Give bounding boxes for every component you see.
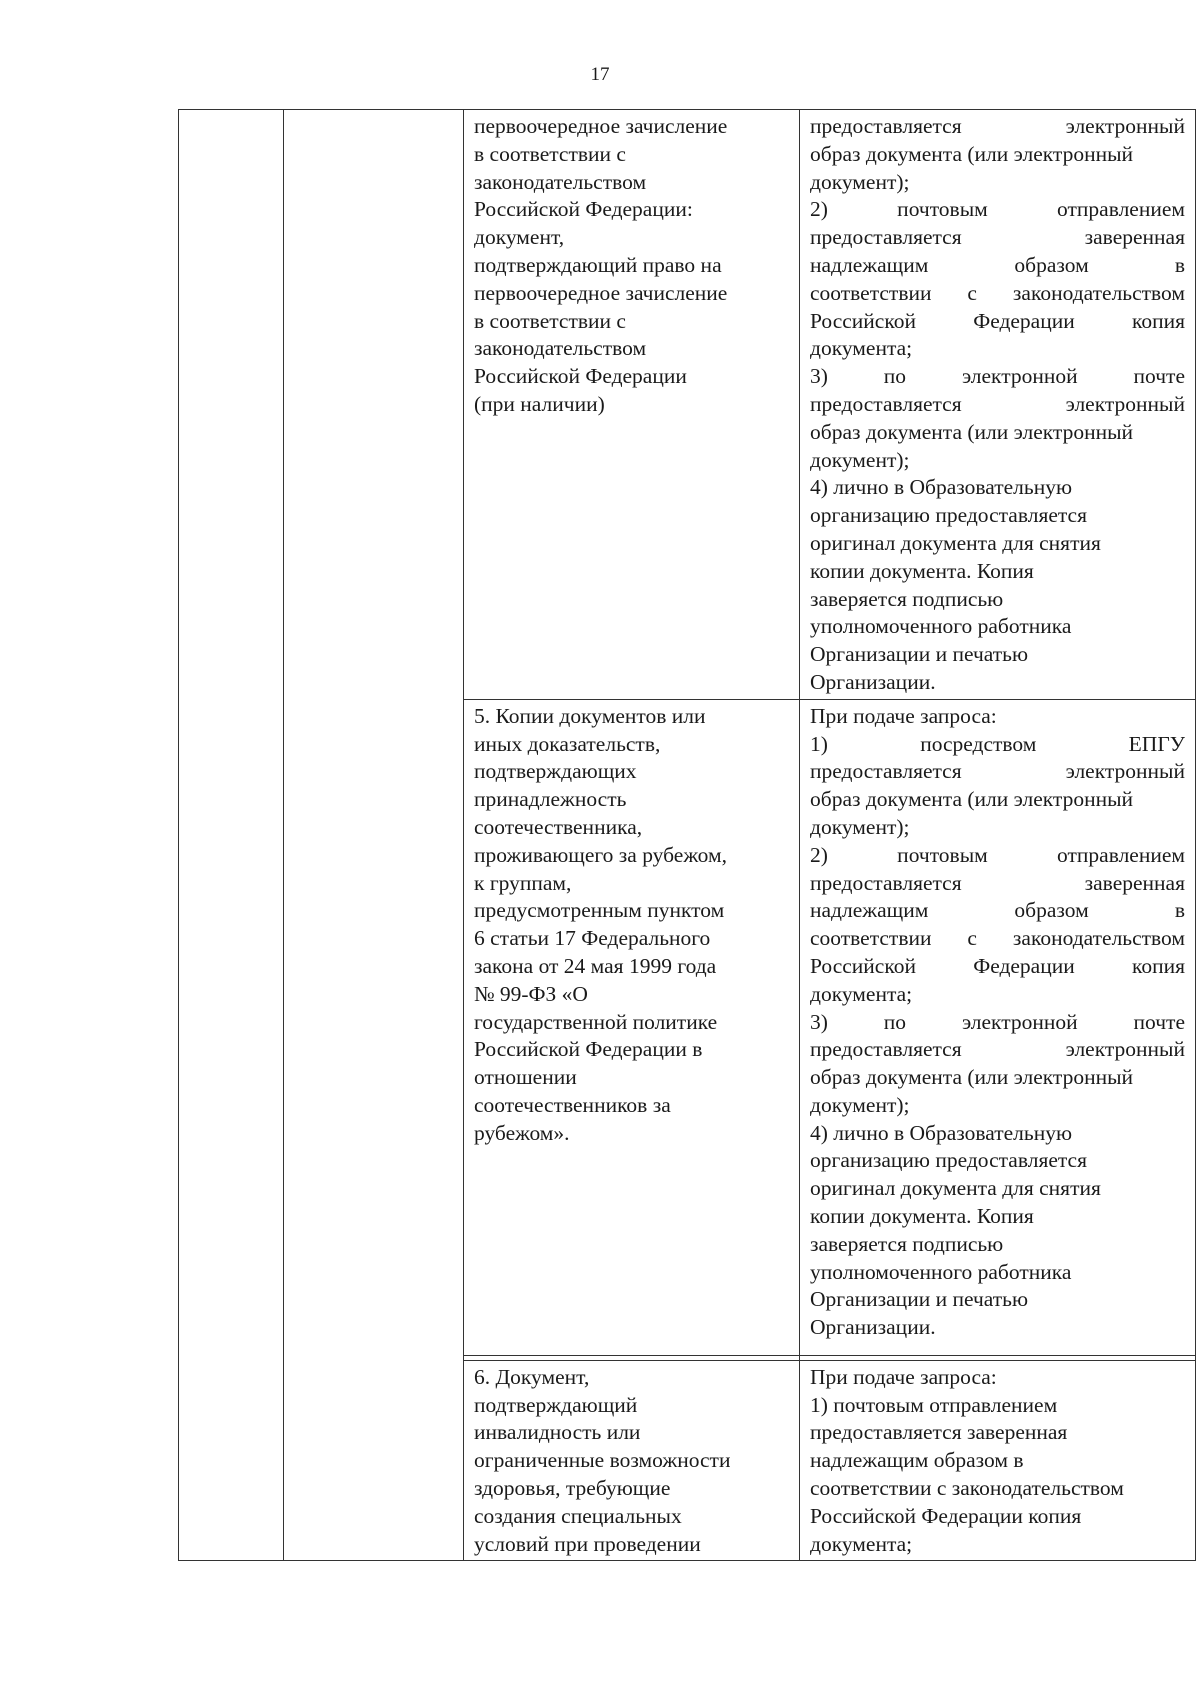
cell-text-line: предусмотренным пунктом bbox=[474, 898, 725, 923]
cell-text-line: Организации. bbox=[810, 1315, 936, 1340]
cell-text-line: документ); bbox=[810, 1092, 910, 1117]
cell-text-line: надлежащим образом в bbox=[810, 1448, 1024, 1473]
cell-text-line: 1) посредством ЕПГУ bbox=[810, 731, 1185, 756]
cell-text-line: ограниченные возможности bbox=[474, 1448, 731, 1473]
cell-text-line: соответствии с законодательством bbox=[810, 926, 1185, 951]
cell-text-line: копии документа. Копия bbox=[810, 1204, 1034, 1229]
cell-text-line: документа; bbox=[810, 981, 913, 1006]
cell-text-line: При подаче запроса: bbox=[810, 1364, 997, 1389]
cell-text-line: законодательством bbox=[474, 169, 647, 194]
cell-text-line: 3) по электронной почте bbox=[810, 364, 1185, 389]
cell-text-line: 2) почтовым отправлением bbox=[810, 197, 1185, 222]
number-column-cell bbox=[179, 110, 284, 1561]
cell-text-line: к группам, bbox=[474, 870, 572, 895]
service-column-cell bbox=[284, 110, 464, 1561]
cell-text-line: Организации и печатью bbox=[810, 642, 1029, 667]
submission-method-cell bbox=[800, 1360, 1196, 1561]
cell-text-line: подтверждающих bbox=[474, 759, 637, 784]
cell-text-line: образ документа (или электронный bbox=[810, 1065, 1134, 1090]
cell-text-line: предоставляется электронный bbox=[810, 391, 1185, 416]
cell-text-line: надлежащим образом в bbox=[810, 252, 1185, 277]
cell-text-line: Российской Федерации копия bbox=[810, 308, 1185, 333]
cell-text-line: Российской Федерации: bbox=[474, 197, 693, 222]
cell-text-line: здоровья, требующие bbox=[474, 1475, 671, 1500]
documents-table bbox=[178, 109, 1196, 1561]
cell-text-line: копии документа. Копия bbox=[810, 558, 1034, 583]
page-number: 17 bbox=[590, 64, 610, 85]
cell-text-line: документ); bbox=[810, 814, 910, 839]
cell-text-line: Российской Федерации в bbox=[474, 1037, 703, 1062]
cell-text-line: документ); bbox=[810, 447, 910, 472]
cell-text-line: уполномоченного работника bbox=[810, 1259, 1072, 1284]
cell-text-line: 3) по электронной почте bbox=[810, 1009, 1185, 1034]
cell-text-line: 2) почтовым отправлением bbox=[810, 842, 1185, 867]
cell-text-line: образ документа (или электронный bbox=[810, 141, 1134, 166]
cell-text-line: иных доказательств, bbox=[474, 731, 661, 756]
cell-text-line: отношении bbox=[474, 1065, 577, 1090]
cell-text-line: первоочередное зачисление bbox=[474, 280, 728, 305]
cell-text-line: документ, bbox=[474, 225, 565, 250]
submission-method-cell bbox=[800, 699, 1196, 1355]
document-cell bbox=[464, 699, 800, 1355]
submission-method-cell bbox=[800, 110, 1196, 700]
cell-text-line: образ документа (или электронный bbox=[810, 787, 1134, 812]
cell-text-line: № 99-ФЗ «О bbox=[474, 981, 588, 1006]
cell-text-line: организацию предоставляется bbox=[810, 503, 1087, 528]
cell-text-line: в соответствии с bbox=[474, 308, 626, 333]
cell-text-line: Российской Федерации bbox=[474, 364, 687, 389]
table-row bbox=[179, 110, 1196, 700]
cell-text-line: подтверждающий bbox=[474, 1392, 638, 1417]
cell-text-line: 4) лично в Образовательную bbox=[810, 1120, 1073, 1145]
cell-text-line: принадлежность bbox=[474, 787, 627, 812]
cell-text-line: государственной политике bbox=[474, 1009, 718, 1034]
cell-text-line: первоочередное зачисление bbox=[474, 114, 728, 138]
cell-text-line: заверяется подписью bbox=[810, 586, 1004, 611]
cell-text-line: Российской Федерации копия bbox=[810, 1503, 1082, 1528]
cell-text-line: создания специальных bbox=[474, 1503, 682, 1528]
cell-text-line: предоставляется электронный bbox=[810, 114, 1185, 138]
cell-text-line: 5. Копии документов или bbox=[474, 703, 706, 728]
cell-text-line: проживающего за рубежом, bbox=[474, 842, 727, 867]
cell-text-line: соотечественника, bbox=[474, 814, 643, 839]
cell-text-line: (при наличии) bbox=[474, 391, 605, 416]
cell-text-line: оригинал документа для снятия bbox=[810, 1176, 1101, 1201]
cell-text-line: предоставляется заверенная bbox=[810, 870, 1185, 895]
cell-text-line: уполномоченного работника bbox=[810, 614, 1072, 639]
cell-text-line: предоставляется электронный bbox=[810, 1037, 1185, 1062]
cell-text-line: оригинал документа для снятия bbox=[810, 530, 1101, 555]
cell-text-line: рубежом». bbox=[474, 1120, 570, 1145]
cell-text-line: соответствии с законодательством bbox=[810, 1475, 1124, 1500]
cell-text-line: 6 статьи 17 Федерального bbox=[474, 926, 711, 951]
cell-text-line: в соответствии с bbox=[474, 141, 626, 166]
cell-text-line: 6. Документ, bbox=[474, 1364, 590, 1389]
cell-text-line: При подаче запроса: bbox=[810, 703, 997, 728]
cell-text-line: предоставляется заверенная bbox=[810, 225, 1185, 250]
cell-text-line: образ документа (или электронный bbox=[810, 419, 1134, 444]
cell-text-line: закона от 24 мая 1999 года bbox=[474, 953, 717, 978]
cell-text-line: документа; bbox=[810, 1531, 913, 1556]
cell-text-line: заверяется подписью bbox=[810, 1231, 1004, 1256]
cell-text-line: организацию предоставляется bbox=[810, 1148, 1087, 1173]
cell-text-line: документа; bbox=[810, 336, 913, 361]
cell-text-line: законодательством bbox=[474, 336, 647, 361]
cell-text-line: условий при проведении bbox=[474, 1531, 701, 1556]
cell-text-line: Организации и печатью bbox=[810, 1287, 1029, 1312]
cell-text-line: инвалидность или bbox=[474, 1420, 641, 1445]
cell-text-line: предоставляется электронный bbox=[810, 759, 1185, 784]
cell-text-line: предоставляется заверенная bbox=[810, 1420, 1068, 1445]
cell-text-line: соответствии с законодательством bbox=[810, 280, 1185, 305]
cell-text-line: Организации. bbox=[810, 669, 936, 694]
cell-text-line: надлежащим образом в bbox=[810, 898, 1185, 923]
cell-text-line: 1) почтовым отправлением bbox=[810, 1392, 1058, 1417]
cell-text-line: соотечественников за bbox=[474, 1092, 671, 1117]
document-cell bbox=[464, 1360, 800, 1561]
cell-text-line: 4) лично в Образовательную bbox=[810, 475, 1073, 500]
cell-text-line: документ); bbox=[810, 169, 910, 194]
cell-text-line: Российской Федерации копия bbox=[810, 953, 1185, 978]
document-cell bbox=[464, 110, 800, 700]
cell-text-line: подтверждающий право на bbox=[474, 252, 722, 277]
